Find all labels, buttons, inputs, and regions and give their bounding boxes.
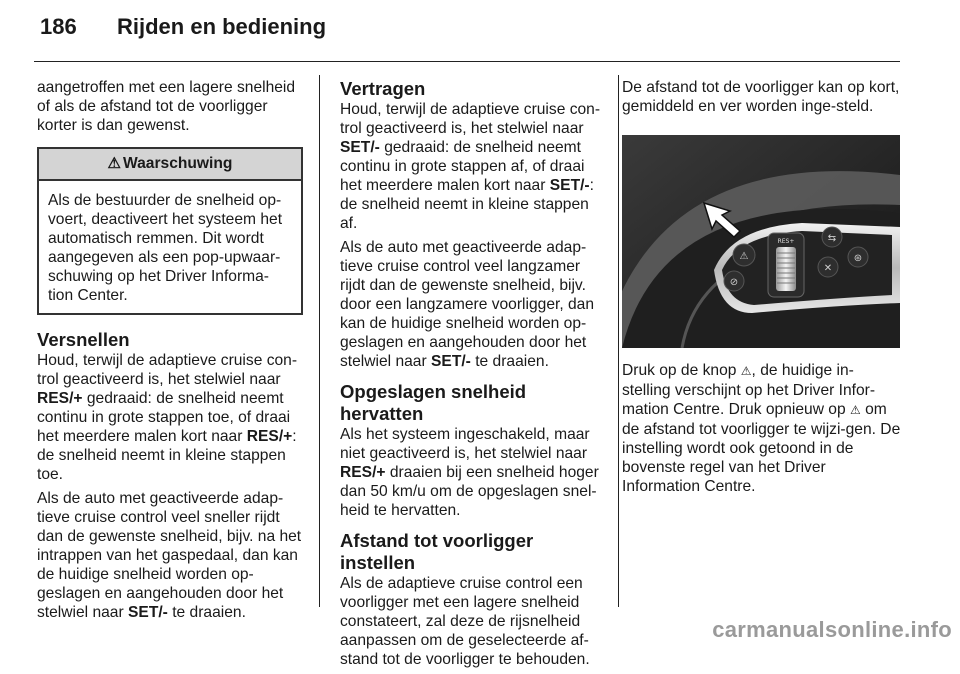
svg-text:⊛: ⊛ [853,253,863,264]
column-1 [37,78,307,627]
steering-wheel-controls-illustration [622,135,900,348]
heading-vertragen: Vertragen [340,78,426,99]
heading-afstand: Afstand tot voorligger instellen [340,530,534,573]
column-2 [340,78,605,674]
warning-triangle-icon: ⚠ [107,155,121,172]
vertragen-paragraph-1: Houd, terwijl de adaptieve cruise con-trol geactiveerd is, het stelwiel naar SET/- gedraaid: de snelheid neemt continu in grote stappen af, of draai het meerdere malen kort naar SET/-: de snelheid neemt in kleine stappen af. [340,101,601,232]
warning-box [37,147,303,315]
watermark[interactable]: carmanualsonline.info [712,617,952,642]
svg-text:✕: ✕ [823,263,833,274]
afstand-paragraph: Als de adaptieve cruise control een voorligger met een lagere snelheid constateert, zal deze de rijsnelheid aanpassen om de geselecteerde af-stand tot de voorligger te behouden. [340,575,590,668]
svg-text:⊘: ⊘ [729,277,739,288]
warning-title: Waarschuwing [122,155,233,172]
distance-button-icon: ⚠ [740,364,752,378]
warning-header [39,149,301,181]
column-3 [622,78,902,501]
column-divider-1 [319,75,320,607]
page-number: 186 [40,14,77,39]
svg-text:⇆: ⇆ [827,233,837,244]
versnellen-paragraph-1: Houd, terwijl de adaptieve cruise con-trol geactiveerd is, het stelwiel naar RES/+ gedraaid: de snelheid neemt continu in grote stappen toe, of draai het meerdere malen kort naar RES/+: de snelheid neemt in kleine stappen toe. [37,352,298,483]
heading-versnellen: Versnellen [37,329,130,350]
steering-wheel-figure [622,135,900,348]
hervatten-paragraph: Als het systeem ingeschakeld, maar niet geactiveerd is, het stelwiel naar RES/+ draaien bij een snelheid hoger dan 50 km/u om de opgeslagen snel-heid te hervatten. [340,426,599,519]
svg-text:⚠: ⚠ [739,251,749,262]
distance-settings-paragraph: De afstand tot de voorligger kan op kort, gemiddeld en ver worden inge-steld. [622,79,900,115]
page-title: Rijden en bediening [117,14,327,39]
res-label: RES+ [777,238,795,245]
column-divider-2 [618,75,619,607]
heading-hervatten: Opgeslagen snelheid hervatten [340,381,527,424]
vertragen-paragraph-2: Als de auto met geactiveerde adap-tieve cruise control veel langzamer rijdt dan de gewenste snelheid, bijv. door een langzamere voorligger, dan kan de huidige snelheid worden op-geslagen en aangehouden door het stelwiel naar SET/- te draaien. [340,239,594,370]
distance-button-icon: ⚠ [849,403,861,417]
button-instruction-paragraph: Druk op de knop ⚠, de huidige in-stelling verschijnt op het Driver Infor-mation Centre. Druk opnieuw op ⚠ om de afstand tot voorligger te wijzi-gen. De instelling wordt ook getoond in de bovenste regel van het Driver Information Centre. [622,362,901,495]
warning-text: Als de bestuurder de snelheid op-voert, deactiveert het systeem het automatisch remmen. Dit wordt aangegeven als een pop-upwaar-schuwing op het Driver Informa-tion Center. [48,192,283,304]
versnellen-paragraph-2: Als de auto met geactiveerde adap-tieve cruise control veel sneller rijdt dan de gewenste snelheid, bijv. na het intrappen van het gaspedaal, dan kan de huidige snelheid worden op-geslagen en aangehouden door het stelwiel naar SET/- te draaien. [37,490,302,621]
header-divider [34,61,900,62]
intro-paragraph: aangetroffen met een lagere snelheid of als de afstand tot de voorligger korter is dan gewenst. [37,79,296,134]
